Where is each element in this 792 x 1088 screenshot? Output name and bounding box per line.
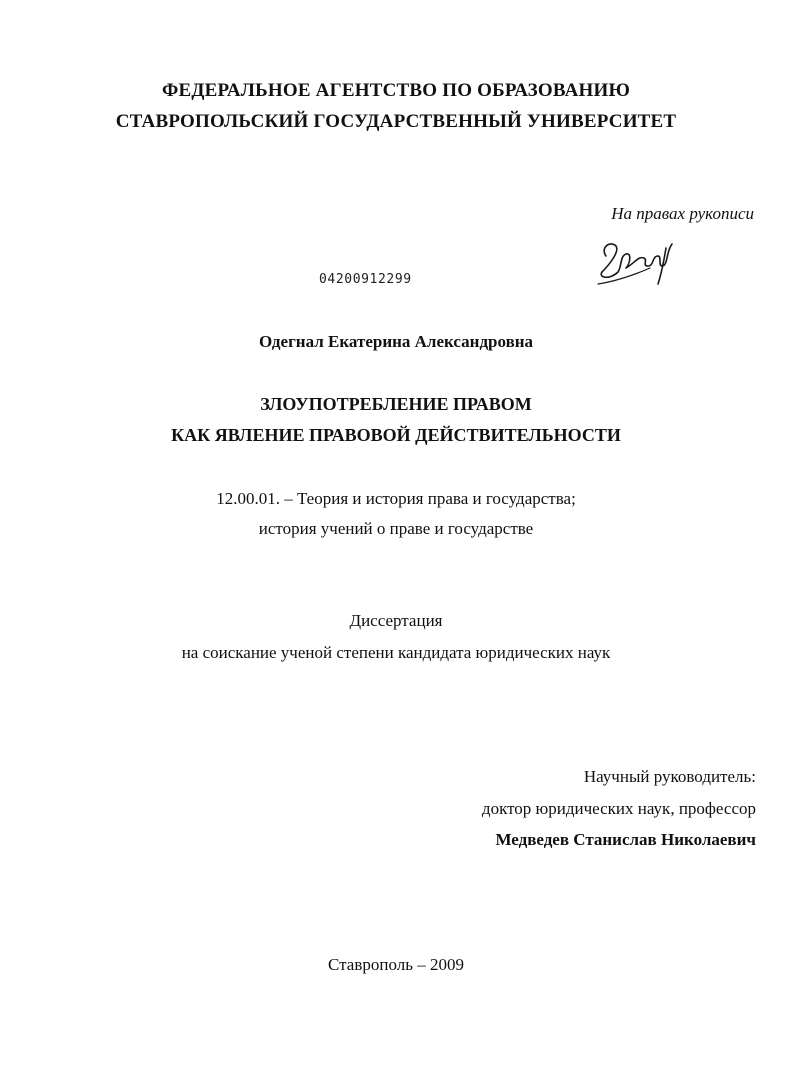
degree-sought: на соискание ученой степени кандидата юридических наук [181,643,611,662]
specialty-line-2: история учений о праве и государстве [258,519,534,538]
specialty-line-1: 12.00.01. – Теория и история права и государства; [216,489,576,508]
supervisor-name: Медведев Станислав Николаевич [495,830,756,849]
supervisor-label: Научный руководитель: [583,767,756,786]
university-name: СТАВРОПОЛЬСКИЙ ГОСУДАРСТВЕННЫЙ УНИВЕРСИТЕТ [115,111,677,132]
dissertation-type: Диссертация [349,611,443,630]
manuscript-note: На правах рукописи [611,204,754,223]
author-name: Одегнал Екатерина Александровна [258,332,534,351]
handwritten-signature-icon [592,226,682,290]
dissertation-title-line-1: ЗЛОУПОТРЕБЛЕНИЕ ПРАВОМ [260,394,532,414]
dissertation-title-line-2: КАК ЯВЛЕНИЕ ПРАВОВОЙ ДЕЙСТВИТЕЛЬНОСТИ [171,425,621,445]
agency-name: ФЕДЕРАЛЬНОЕ АГЕНТСТВО ПО ОБРАЗОВАНИЮ [161,80,631,101]
city-year: Ставрополь – 2009 [328,955,464,974]
library-code: 04200912299 [319,272,412,287]
supervisor-degree: доктор юридических наук, профессор [481,799,756,818]
